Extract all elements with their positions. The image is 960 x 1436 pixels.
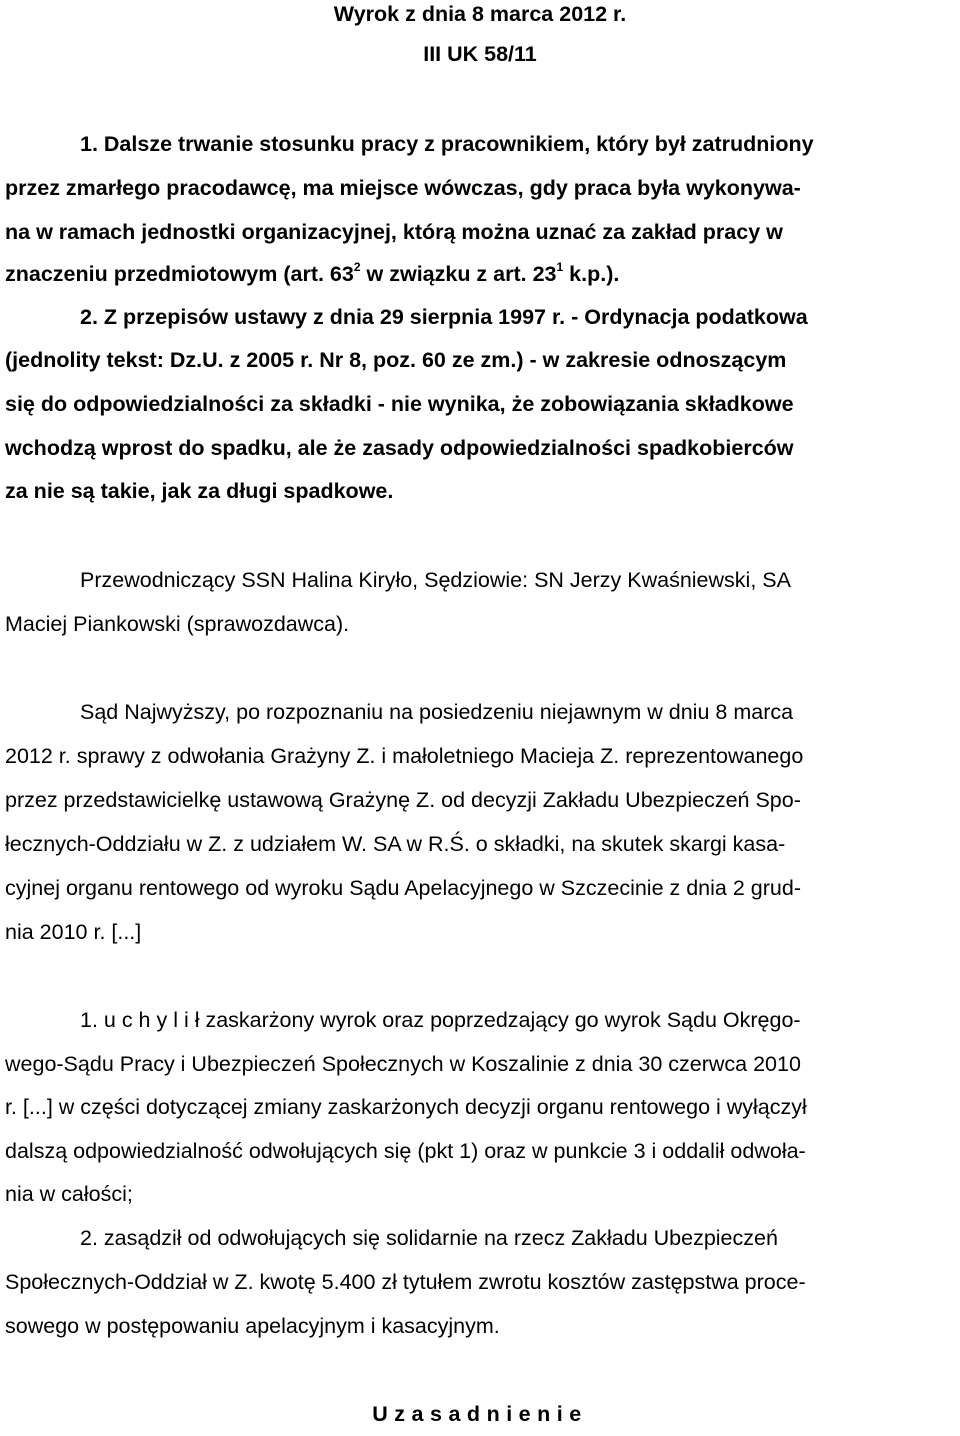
thesis-line: za nie są takie, jak za długi spadkowe. — [5, 479, 394, 503]
thesis-text: k.p.). — [563, 262, 620, 286]
superscript: 2 — [353, 260, 361, 274]
case-number: III UK 58/11 — [423, 42, 537, 66]
thesis-line: się do odpowiedzialności za składki - nie wynika, że zobowiązania składkowe — [5, 392, 794, 416]
intro-line: przez przedstawicielkę ustawową Grażynę Z. od decyzji Zakładu Ubezpieczeń Spo- — [5, 788, 801, 812]
thesis-line: 1. Dalsze trwanie stosunku pracy z pracownikiem, który był zatrudniony — [80, 132, 814, 156]
thesis-line: (jednolity tekst: Dz.U. z 2005 r. Nr 8, poz. 60 ze zm.) - w zakresie odnoszącym — [5, 348, 787, 372]
thesis-text: znaczeniu przedmiotowym (art. 63 — [5, 262, 354, 286]
superscript: 1 — [556, 260, 564, 274]
thesis-line — [5, 252, 955, 296]
ruling-line: sowego w postępowaniu apelacyjnym i kasacyjnym. — [5, 1314, 500, 1338]
panel-line: Maciej Piankowski (sprawozdawca). — [5, 612, 350, 636]
ruling-line: 1. u c h y l i ł zaskarżony wyrok oraz poprzedzający go wyrok Sądu Okręgo- — [80, 1008, 801, 1032]
intro-line: nia 2010 r. [...] — [5, 920, 142, 944]
intro-line: Sąd Najwyższy, po rozpoznaniu na posiedzeniu niejawnym w dniu 8 marca — [80, 700, 794, 724]
panel-line: Przewodniczący SSN Halina Kiryło, Sędziowie: SN Jerzy Kwaśniewski, SA — [80, 568, 791, 592]
ruling-line: r. [...] w części dotyczącej zmiany zaskarżonych decyzji organu rentowego i wyłączył — [5, 1095, 807, 1119]
ruling-line: Społecznych-Oddział w Z. kwotę 5.400 zł tytułem zwrotu kosztów zastępstwa proce- — [5, 1270, 806, 1294]
thesis-line: wchodzą wprost do spadku, ale że zasady odpowiedzialności spadkobierców — [5, 436, 794, 460]
thesis-line: na w ramach jednostki organizacyjnej, którą można uznać za zakład pracy w — [5, 220, 783, 244]
thesis-line: przez zmarłego pracodawcę, ma miejsce wówczas, gdy praca była wykonywa- — [5, 176, 801, 200]
ruling-line: 2. zasądził od odwołujących się solidarnie na rzecz Zakładu Ubezpieczeń — [80, 1226, 778, 1250]
intro-line: łecznych-Oddziału w Z. z udziałem W. SA w R.Ś. o składki, na skutek skargi kasa- — [5, 832, 786, 856]
intro-line: cyjnej organu rentowego od wyroku Sądu Apelacyjnego w Szczecinie z dnia 2 grud- — [5, 876, 801, 900]
ruling-line: wego-Sądu Pracy i Ubezpieczeń Społecznych w Koszalinie z dnia 30 czerwca 2010 — [5, 1052, 801, 1076]
intro-line: 2012 r. sprawy z odwołania Grażyny Z. i małoletniego Macieja Z. reprezentowanego — [5, 744, 804, 768]
justification-heading: Uzasadnienie — [372, 1402, 588, 1426]
thesis-line: 2. Z przepisów ustawy z dnia 29 sierpnia 1997 r. - Ordynacja podatkowa — [80, 305, 808, 329]
thesis-text: w związku z art. 23 — [360, 262, 557, 286]
ruling-line: dalszą odpowiedzialność odwołujących się (pkt 1) oraz w punkcie 3 i oddalił odwoła- — [5, 1139, 806, 1163]
ruling-line: nia w całości; — [5, 1182, 133, 1206]
judgment-title: Wyrok z dnia 8 marca 2012 r. — [333, 2, 627, 26]
